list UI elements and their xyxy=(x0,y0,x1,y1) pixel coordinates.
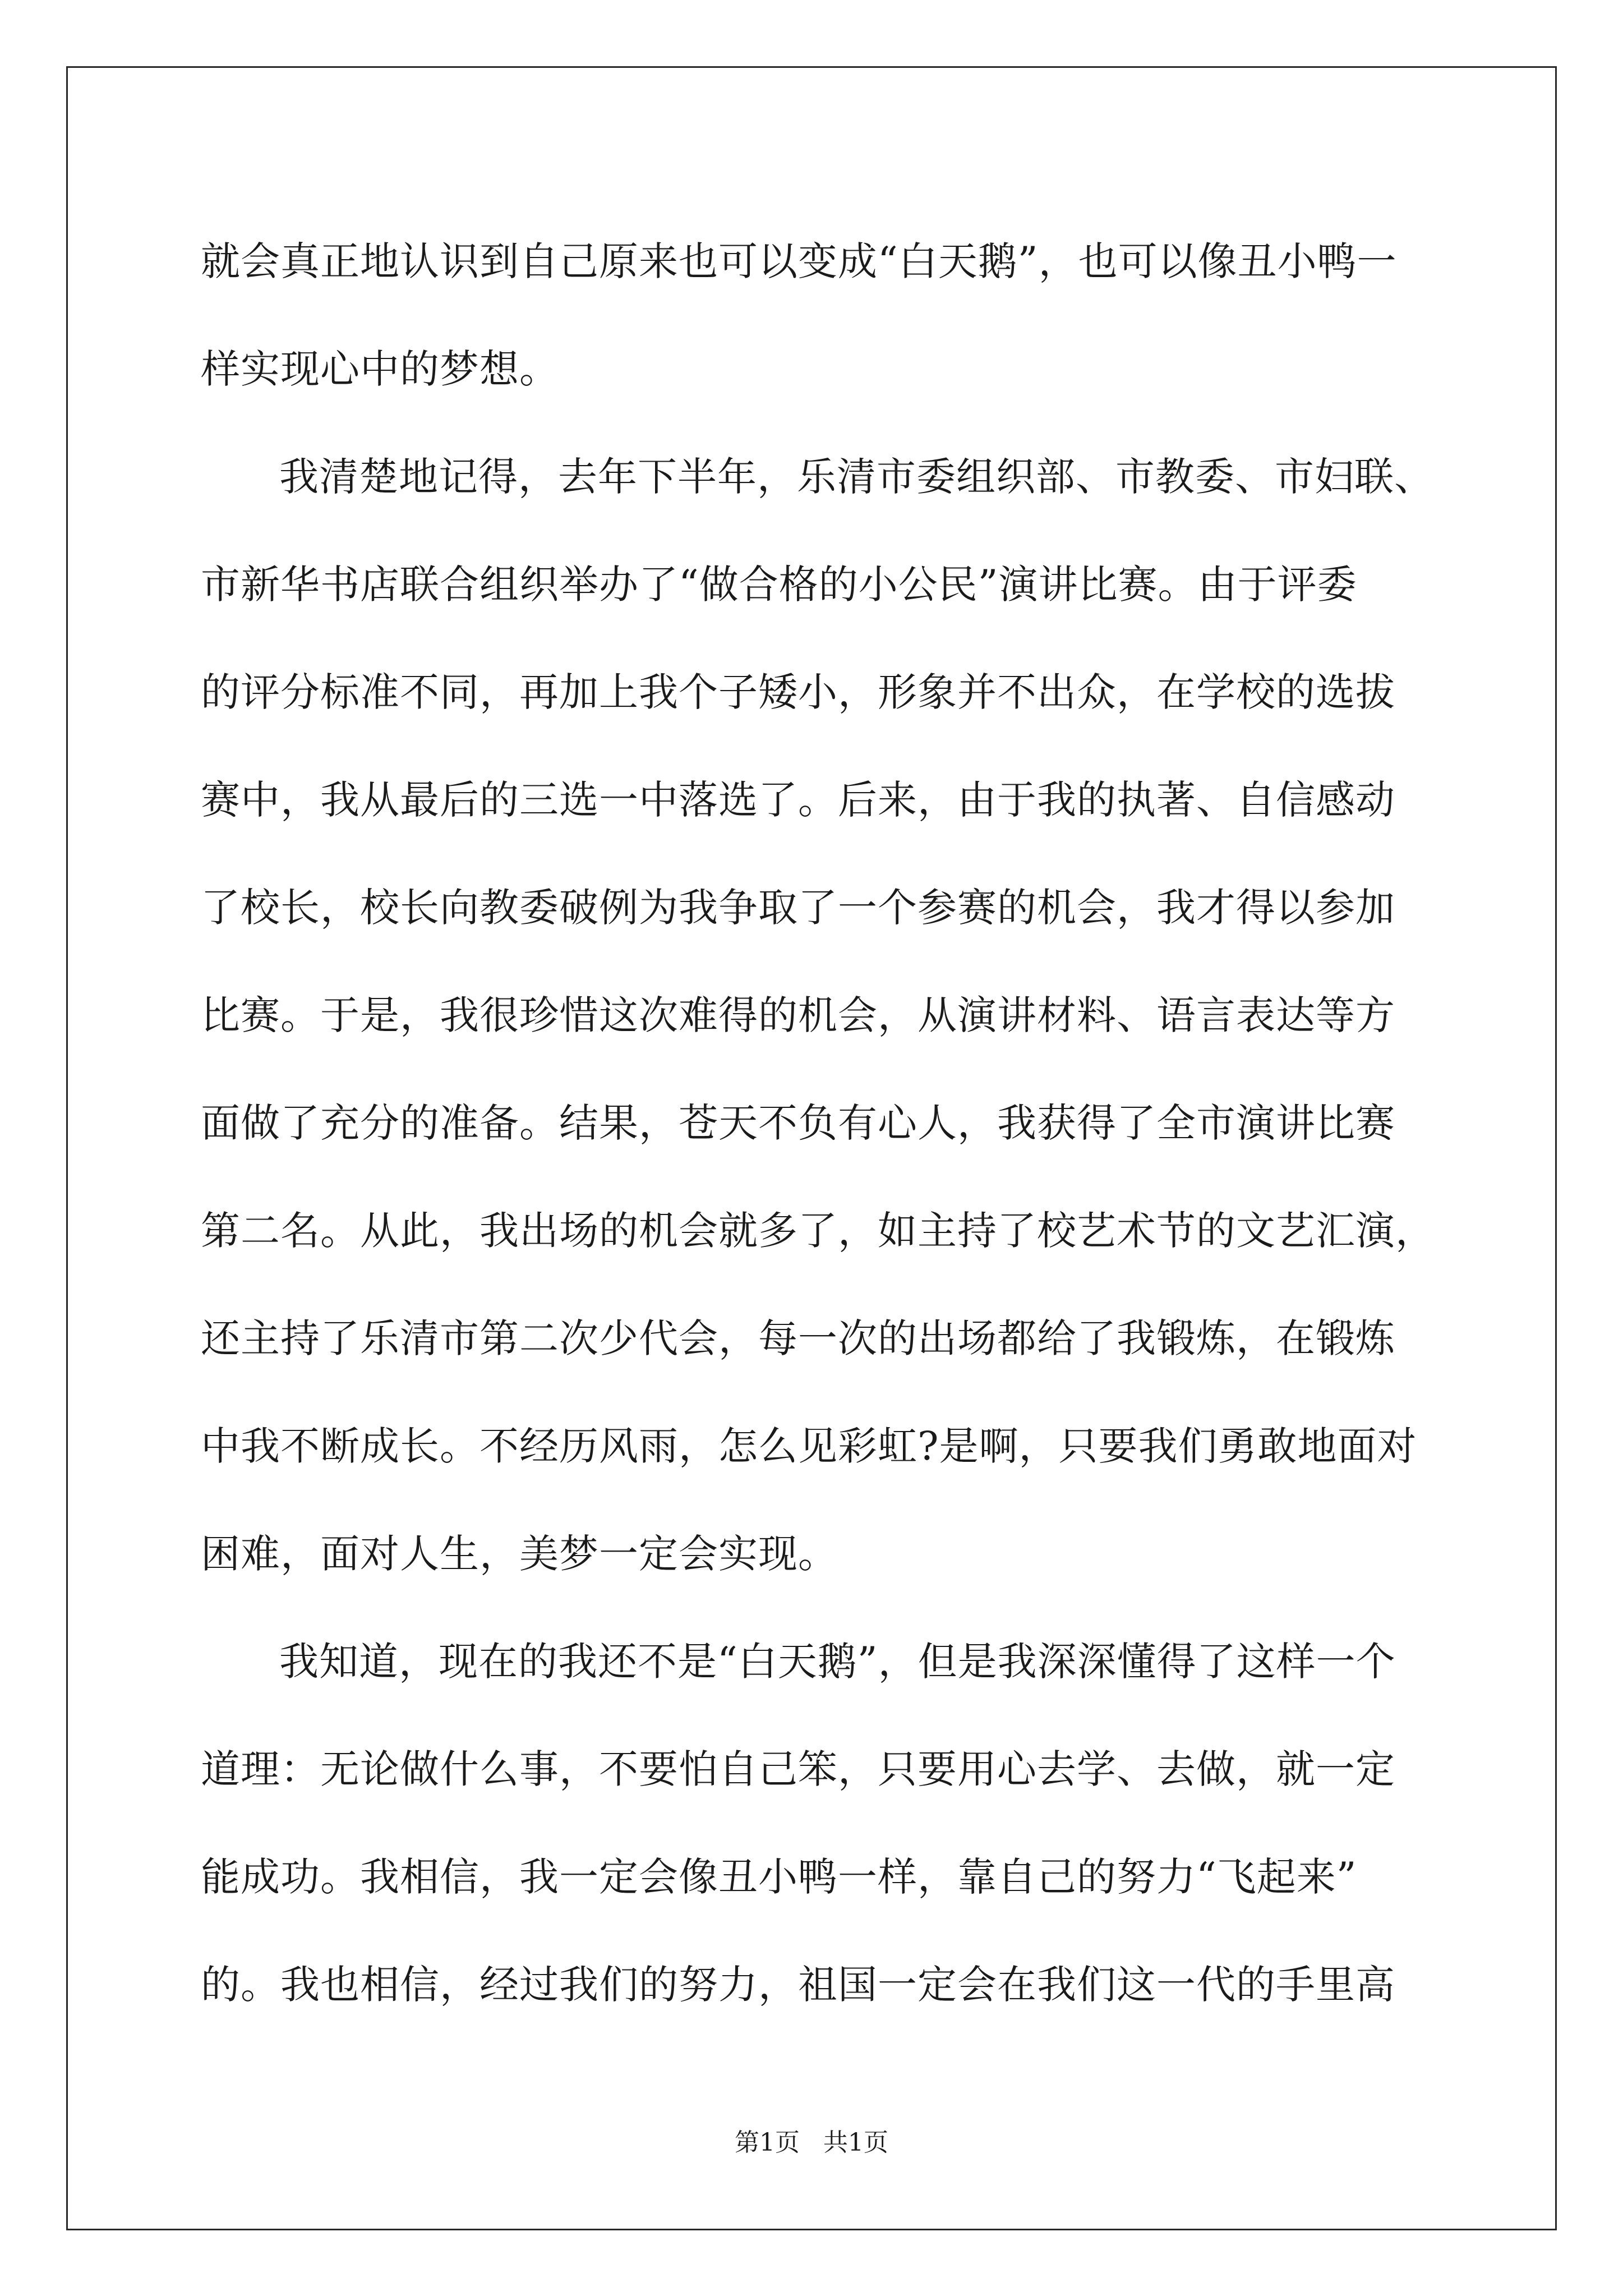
text-line: 的。我也相信，经过我们的努力，祖国一定会在我们这一代的手里高 xyxy=(201,1962,1395,2008)
text-line: 面做了充分的准备。结果，苍天不负有心人，我获得了全市演讲比赛 xyxy=(201,1100,1395,1146)
text-line: 中我不断成长。不经历风雨，怎么见彩虹?是啊，只要我们勇敢地面对 xyxy=(201,1423,1417,1469)
text-line: 第二名。从此，我出场的机会就多了，如主持了校艺术节的文艺汇演， xyxy=(201,1208,1435,1254)
page-footer: 第1页 共1页 xyxy=(735,2128,888,2157)
paragraph-start-line: 我知道，现在的我还不是“白天鹅”，但是我深深懂得了这样一个 xyxy=(279,1639,1396,1685)
text-line: 困难，面对人生，美梦一定会实现。 xyxy=(201,1531,838,1577)
text-line: 市新华书店联合组织举办了“做合格的小公民”演讲比赛。由于评委 xyxy=(201,562,1357,608)
text-line: 赛中，我从最后的三选一中落选了。后来，由于我的执著、自信感动 xyxy=(201,777,1395,823)
text-line: 比赛。于是，我很珍惜这次难得的机会，从演讲材料、语言表达等方 xyxy=(201,992,1395,1038)
text-line: 能成功。我相信，我一定会像丑小鸭一样，靠自己的努力“飞起来” xyxy=(201,1854,1357,1900)
text-line: 还主持了乐清市第二次少代会，每一次的出场都给了我锻炼，在锻炼 xyxy=(201,1315,1395,1361)
text-line: 就会真正地认识到自己原来也可以变成“白天鹅”，也可以像丑小鸭一 xyxy=(201,238,1397,284)
paragraph-start-line: 我清楚地记得，去年下半年，乐清市委组织部、市教委、市妇联、 xyxy=(279,454,1434,500)
text-line: 的评分标准不同，再加上我个子矮小，形象并不出众，在学校的选拔 xyxy=(201,669,1395,715)
text-line: 道理：无论做什么事，不要怕自己笨，只要用心去学、去做，就一定 xyxy=(201,1746,1395,1792)
text-line: 样实现心中的梦想。 xyxy=(201,346,559,392)
text-line: 了校长，校长向教委破例为我争取了一个参赛的机会，我才得以参加 xyxy=(201,885,1395,931)
document-body xyxy=(201,208,1435,2039)
